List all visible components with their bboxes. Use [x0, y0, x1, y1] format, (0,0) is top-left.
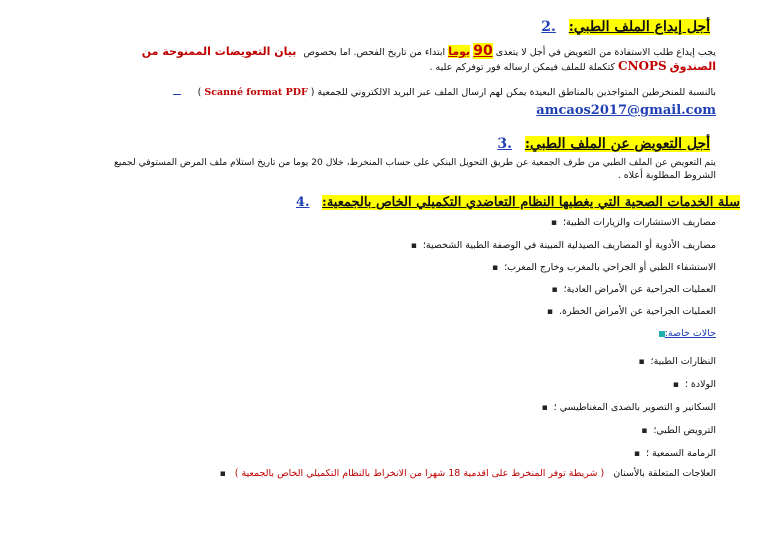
special-cases-heading: حالات خاصة:	[655, 328, 716, 339]
cnops-statement-label: بيان التعويضات الممنوحة من	[141, 45, 297, 58]
coverage-item: مصاريف الأدوية أو المصاريف الصيدلية المبينة في الوصفة الطبية الشخصية؛ ▪	[411, 240, 716, 251]
section-3-heading	[497, 136, 710, 152]
section-3-title: أجل التعويض عن الملف الطبي:	[524, 136, 710, 152]
coverage-item: العمليات الجراحية عن الأمراض الخطرة. ▪	[547, 306, 716, 317]
dental-condition-note: ( شريطة توفر المنخرط على اقدمية 18 شهرا من الانخراط بالنظام التكميلي الخاص بالجمعية )	[234, 468, 605, 479]
coverage-item: العمليات الجراحية عن الأمراض العادية؛ ▪	[552, 284, 716, 295]
email-link[interactable]: amcaos2017@gmail.com	[536, 103, 716, 118]
section-2-line-3: بالنسبة للمنخرطين المتواجدين بالمناطق البعيدة يمكن لهم ارسال الملف عبر البريد الالكتروني للجمعية ( Scanné format PDF )	[173, 88, 716, 99]
section-4-title: سلة الخدمات الصحية التي يغطيها النظام التعاضدي التكميلي الخاص بالجمعية:	[322, 195, 740, 210]
section-4-number: .4	[295, 195, 310, 210]
section-2-number: .2	[541, 19, 556, 35]
section-2-line-1: يجب إيداع طلب الاستفادة من التعويض في أجل لا يتعدى 90 يوما ابتداء من تاريخ الفحص. اما بخصوص بيان التعويضات الممنوحة من	[141, 43, 716, 59]
section-2-line-2: الصندوق CNOPS كتكملة للملف فيمكن ارساله فور توفركم عليه .	[429, 59, 716, 73]
coverage-item: الاستشفاء الطبي أو الجراحي بالمغرب وخارج المغرب؛ ▪	[492, 262, 716, 273]
coverage-item: مصاريف الاستشارات والزيارات الطبية؛ ▪	[551, 217, 716, 228]
special-item: الرمامة السمعية ؛ ▪	[634, 448, 716, 459]
section-3-line-2: الشروط المطلوبة أعلاه .	[617, 170, 716, 181]
section-3-number: .3	[497, 136, 512, 152]
section-3-line-1: يتم التعويض عن الملف الطبي من طرف الجمعية عن طريق التحويل البنكي على حساب المنخرط، خلال 20 يوما من تاريخ استلام ملف المرض المستوفي لجميع	[113, 157, 716, 168]
section-4-heading	[296, 196, 740, 211]
special-item: النظارات الطبية؛ ▪	[638, 356, 716, 367]
underline-mark	[173, 94, 181, 95]
days-number: 90	[473, 43, 493, 59]
section-2-heading	[541, 19, 710, 35]
scan-format-note: Scanné format PDF	[204, 87, 308, 98]
days-word: يوما	[448, 45, 471, 58]
dental-item: العلاجات المتعلقة بالأسنان ( شريطة توفر المنخرط على اقدمية 18 شهرا من الانخراط بالنظام التكميلي الخاص بالجمعية ) ▪	[220, 468, 716, 479]
special-item: الولادة ؛ ▪	[673, 379, 716, 390]
special-item: الترويض الطبي؛ ▪	[641, 425, 716, 436]
cnops-name: CNOPS	[618, 59, 667, 73]
section-2-title: أجل إيداع الملف الطبي:	[568, 19, 710, 35]
special-item: السكانير و التصوير بالصدى المغناطيسي ؛ ▪	[542, 402, 716, 413]
